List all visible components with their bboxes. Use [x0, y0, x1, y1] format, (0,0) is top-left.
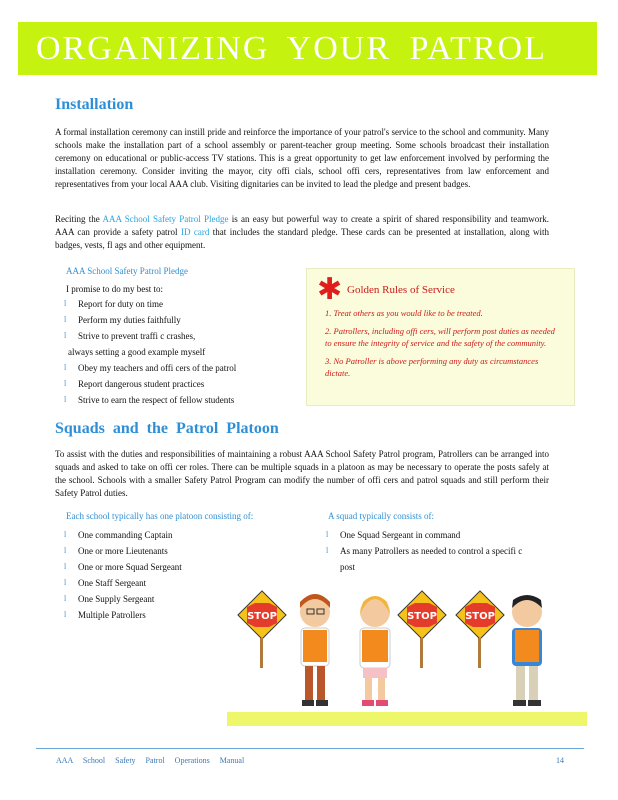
- bullet: l: [64, 379, 67, 388]
- list-item: [326, 527, 530, 543]
- list-item: [64, 591, 182, 607]
- pledge-intro: I promise to do my best to:: [66, 284, 163, 294]
- item-text: One or more Lieutenants: [78, 546, 168, 556]
- page-banner: [18, 22, 597, 75]
- item-text: Obey my teachers and offi cers of the patrol: [78, 363, 237, 373]
- item-text: Strive to earn the respect of fellow students: [78, 395, 235, 405]
- footer-divider: [36, 748, 584, 749]
- page-title: ORGANIZING YOUR PATROL: [36, 30, 547, 67]
- installation-heading: Installation: [55, 96, 134, 113]
- list-item: [64, 392, 236, 408]
- list-item-continuation: [64, 344, 236, 360]
- bullet: l: [64, 610, 67, 619]
- text: is an easy but powerful way to create a spirit of shared responsibility and teamwork. AAA can provide a safety patrol: [55, 214, 549, 237]
- text: Reciting the: [55, 214, 103, 224]
- list-item: [64, 360, 236, 376]
- item-text: always setting a good example myself: [68, 347, 206, 357]
- item-text: Multiple Patrollers: [78, 610, 146, 620]
- page-number: 14: [556, 756, 564, 765]
- bullet: l: [64, 594, 67, 603]
- list-item: [64, 575, 182, 591]
- list-item: [64, 607, 182, 623]
- rule-item: 3. No Patroller is above performing any duty as circumstances dictate.: [325, 356, 539, 378]
- bullet: l: [64, 546, 67, 555]
- stop-text: STOP: [465, 611, 495, 622]
- list-item: [64, 328, 236, 344]
- platoon-list: [64, 527, 182, 623]
- bullet: l: [64, 530, 67, 539]
- squads-paragraph: To assist with the duties and responsibilities of maintaining a robust AAA School Safety Patrol program, Patrollers can be arranged into squads and asked to take on offi cer roles. There can be multiple squads in a platoon as may be necessary to operate the posts safely at the school. Schools with a smaller Safety Patrol Program can modify the number of offi cers and patrol squads and still perform their Safety Patrol duties.: [55, 449, 549, 498]
- list-item: [326, 543, 530, 575]
- platoon-list-title: Each school typically has one platoon consisting of:: [66, 511, 254, 521]
- list-item: [64, 296, 236, 312]
- item-text: Report for duty on time: [78, 299, 163, 309]
- bullet: l: [64, 315, 67, 324]
- bullet: l: [64, 578, 67, 587]
- patroller-2: [360, 596, 390, 706]
- safety-patrol-illustration: [227, 590, 587, 718]
- bullet: l: [64, 395, 67, 404]
- pledge-title: AAA School Safety Patrol Pledge: [66, 266, 188, 276]
- golden-rules-list: [325, 307, 555, 385]
- squad-list-title: A squad typically consists of:: [328, 511, 434, 521]
- bullet: l: [326, 546, 329, 555]
- patroller-1: [300, 594, 330, 706]
- stop-sign-2: [398, 591, 446, 668]
- item-text: Report dangerous student practices: [78, 379, 205, 389]
- golden-rules-title: Golden Rules of Service: [347, 284, 455, 296]
- list-item: [64, 376, 236, 392]
- bullet: l: [64, 299, 67, 308]
- list-item: [64, 543, 182, 559]
- item-text: One Supply Sergeant: [78, 594, 155, 604]
- pledge-link[interactable]: AAA School Safety Patrol Pledge: [102, 214, 229, 224]
- list-item: [64, 312, 236, 328]
- item-text: One commanding Captain: [78, 530, 173, 540]
- stop-sign-1: [238, 591, 286, 668]
- id-card-link[interactable]: ID card: [180, 227, 210, 237]
- list-item: [64, 559, 182, 575]
- item-text: One Squad Sergeant in command: [340, 530, 461, 540]
- installation-paragraph-2: [55, 213, 549, 252]
- item-text: Strive to prevent traffi c crashes,: [78, 331, 196, 341]
- footer-manual-title: AAA School Safety Patrol Operations Manual: [56, 756, 245, 765]
- item-text: Perform my duties faithfully: [78, 315, 181, 325]
- bullet: l: [326, 530, 329, 539]
- stop-sign-3: [456, 591, 504, 668]
- installation-paragraph-1: A formal installation ceremony can instill pride and reinforce the importance of your patrol's service to the school and community. Many schools make the installation part of a school assembly or parent-teacher group meeting. Some schools broadcast their installation ceremony on educational or public-access TV stations. This is a great opportunity to get law enforcement involved by performing the installation ceremony. Consider inviting the mayor, city offi cials, school offi cers, representatives from law enforcement and representatives from your local AAA club. Visiting dignitaries can be invited to lead the pledge and present badges.: [55, 127, 549, 189]
- squad-list: [326, 527, 530, 575]
- bullet: l: [64, 562, 67, 571]
- item-text: One Staff Sergeant: [78, 578, 147, 588]
- item-text: As many Patrollers as needed to control a specifi c post: [340, 546, 523, 572]
- rule-item: 2. Patrollers, including offi cers, will perform post duties as needed to ensure the integrity of service and the safety of the community.: [325, 326, 555, 348]
- pledge-list: [64, 296, 236, 408]
- stop-text: STOP: [247, 611, 277, 622]
- asterisk-icon: ✱: [317, 272, 343, 307]
- patroller-3: [512, 595, 542, 706]
- bullet: l: [64, 331, 67, 340]
- item-text: One or more Squad Sergeant: [78, 562, 182, 572]
- bullet: l: [64, 363, 67, 372]
- rule-item: 1. Treat others as you would like to be treated.: [325, 308, 483, 318]
- golden-rules-box: [306, 268, 575, 406]
- list-item: [64, 527, 182, 543]
- squads-heading: Squads and the Patrol Platoon: [55, 420, 279, 437]
- text: that includes the standard pledge. These cards can be presented at installation, along with badges, vests, fl ags and other equipment.: [55, 227, 549, 250]
- stop-text: STOP: [407, 611, 437, 622]
